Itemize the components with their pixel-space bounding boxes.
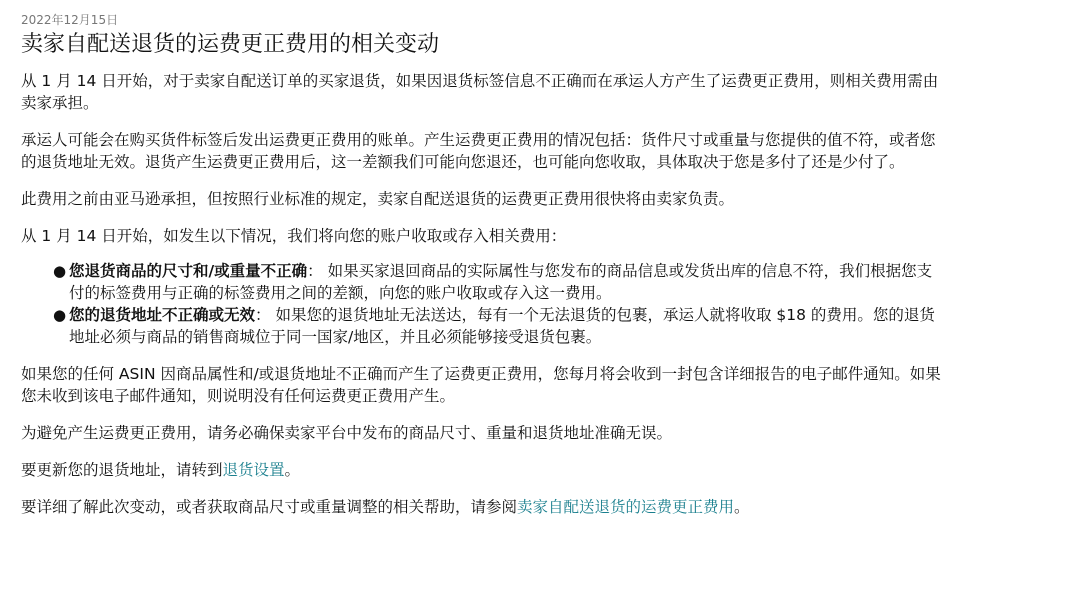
list-item-text: ： 如果您的退货地址无法送达，每有一个无法退货的包裹，承运人就将收取 $18 的费用。您的退货地址必须与商品的销售商城位于同一国家/地区，并且必须能够接受退货包裹。 [69,306,935,346]
bullet-dot-icon: ● [53,262,67,280]
update-address-suffix: 。 [284,461,301,479]
publish-date: 2022年12月15日 [21,13,119,27]
bullet-dot-icon: ● [53,306,67,324]
paragraph-previous-policy: 此费用之前由亚马逊承担，但按照行业标准的规定，卖家自配送退货的运费更正费用很快将由卖家负责。 [21,190,735,208]
learn-more-text: 要详细了解此次变动，或者获取商品尺寸或重量调整的相关帮助，请参阅 [21,498,518,516]
learn-more-suffix: 。 [734,498,750,516]
paragraph-update-address [21,459,941,481]
paragraph-avoid-fees: 为避免产生运费更正费用，请务必确保卖家平台中发布的商品尺寸、重量和退货地址准确无误。 [21,424,673,442]
paragraph-carrier-billing: 承运人可能会在购买货件标签后发出运费更正费用的账单。产生运费更正费用的情况包括：货件尺寸或重量与您提供的值不符，或者您的退货地址无效。退货产生运费更正费用后，这一差额我们可能向您退还，也可能向您收取，具体取决于您是多付了还是少付了。 [21,131,936,171]
article [21,12,941,533]
list-item [53,260,941,304]
return-settings-link[interactable]: 退货设置 [222,461,285,479]
paragraph-intro: 从 1 月 14 日开始，对于卖家自配送订单的买家退货，如果因退货标签信息不正确而在承运人方产生了运费更正费用，则相关费用需由卖家承担。 [21,72,939,112]
paragraph-email-report: 如果您的任何 ASIN 因商品属性和/或退货地址不正确而产生了运费更正费用，您每月将会收到一封包含详细报告的电子邮件通知。如果您未收到该电子邮件通知，则说明没有任何运费更正费用产生。 [21,365,941,405]
list-item-heading: 您退货商品的尺寸和/或重量不正确 [69,262,308,280]
conditions-list [21,260,941,348]
page-title: 卖家自配送退货的运费更正费用的相关变动 [21,32,440,57]
paragraph-learn-more [21,496,941,518]
list-item [53,304,941,348]
update-address-text: 要更新您的退货地址，请转到 [21,461,223,479]
list-item-heading: 您的退货地址不正确或无效 [69,306,256,324]
paragraph-charge-conditions: 从 1 月 14 日开始，如发生以下情况，我们将向您的账户收取或存入相关费用： [21,227,567,245]
list-item-text: ： 如果买家退回商品的实际属性与您发布的商品信息或发货出库的信息不符，我们根据您支付的标签费用与正确的标签费用之间的差额，向您的账户收取或存入这一费用。 [69,262,933,302]
correction-fee-help-link[interactable]: 卖家自配送退货的运费更正费用 [517,498,735,516]
